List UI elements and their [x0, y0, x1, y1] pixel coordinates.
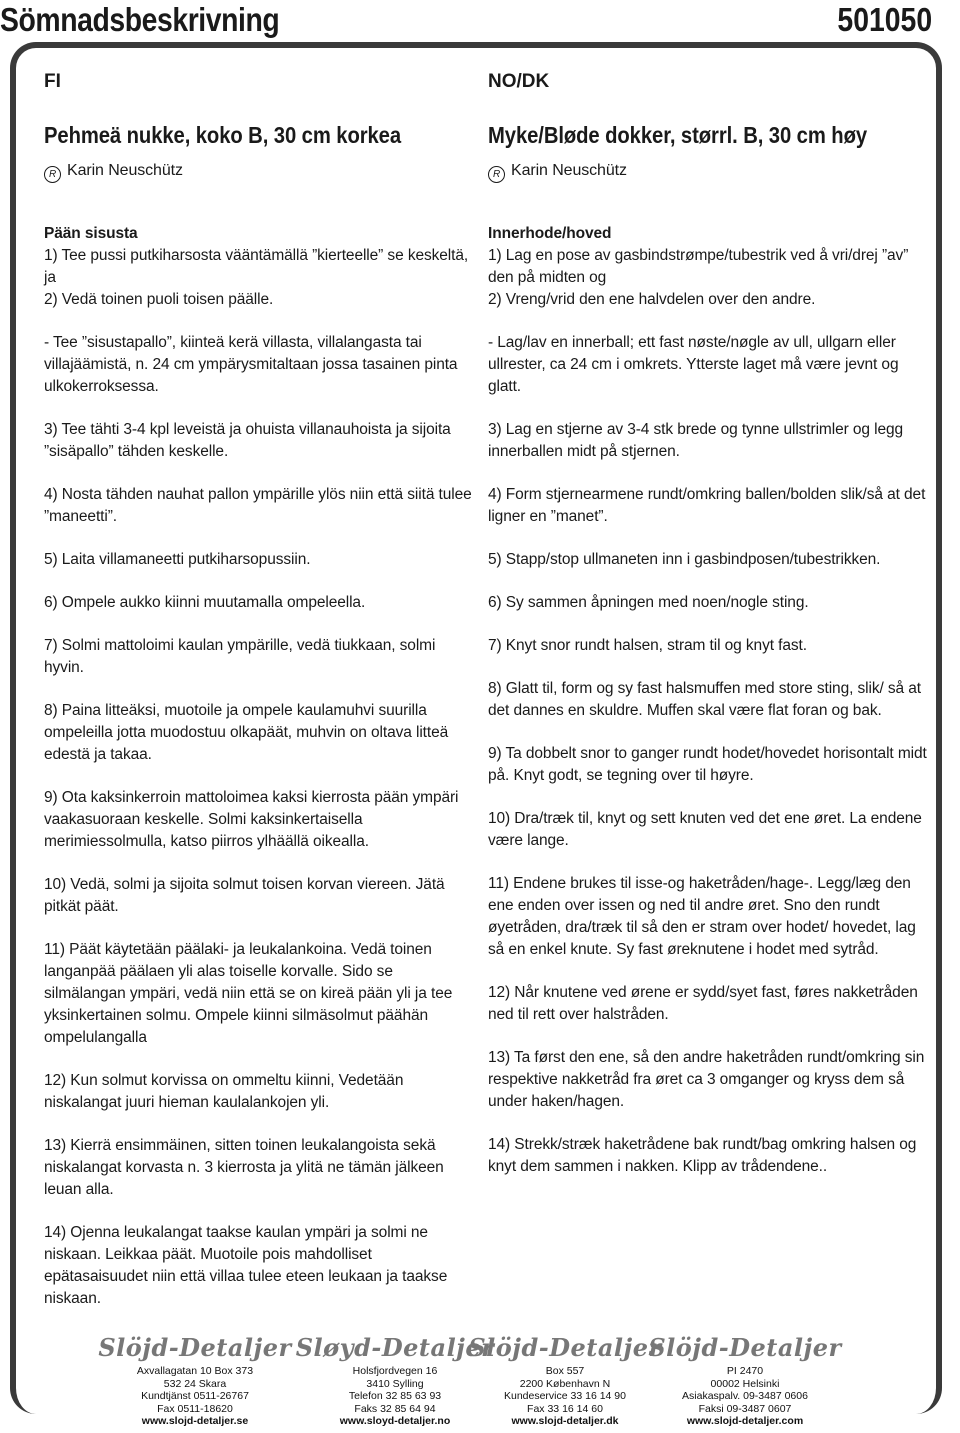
address-line: 3410 Sylling: [366, 1377, 424, 1390]
company-address: [90, 1365, 300, 1428]
step-paragraph: 3) Tee tähti 3-4 kpl leveistä ja ohuista villanauhoista ja sijoita ”sisäpallo” tähden keskelle.: [44, 421, 451, 460]
step-paragraph: - Tee ”sisustapallo”, kiinteä kerä villasta, villalangasta tai villajäämistä, n. 24 cm ympärysmitaltaan jossa tasainen pinta ulkokerroksessa.: [44, 334, 458, 395]
column-fi: [44, 120, 474, 1331]
registered-mark-icon: R: [488, 166, 505, 183]
step-paragraph: 6) Ompele aukko kiinni muutamalla ompeleella.: [44, 594, 366, 611]
registered-mark-icon: R: [44, 166, 61, 183]
step-paragraph: 11) Päät käytetään päälaki- ja leukalankoina. Vedä toinen langanpää päälaen yli alas toiselle korvalle. Sido se silmälangan ympäri, vedä niin että se on kireä pään yli ja tee yksinkertainen solmu. Ompele kiinni silmäsolmut päähän ompelulangalla: [44, 941, 453, 1046]
website-link[interactable]: www.slojd-detaljer.com: [686, 1415, 804, 1427]
address-line: Fax 33 16 14 60: [527, 1402, 603, 1415]
article-number: 501050: [837, 1, 932, 38]
address-line: 532 24 Skara: [163, 1377, 227, 1390]
company-address: [640, 1365, 850, 1428]
instruction-title-fi: Pehmeä nukke, koko B, 30 cm korkea: [44, 122, 402, 148]
website-link[interactable]: www.slojd-detaljer.se: [141, 1415, 249, 1427]
step-paragraph: 4) Form stjernearmene rundt/omkring ballen/bolden slik/så at det ligner en ”manet”.: [488, 486, 926, 525]
language-label-no: NO/DK: [488, 71, 550, 92]
company-logo: Slöjd-Detaljer: [468, 1333, 662, 1362]
step-paragraph: 10) Vedä, solmi ja sijoita solmut toisen korvan viereen. Jätä pitkät päät.: [44, 876, 445, 915]
step-paragraph: 12) Kun solmut korvissa on ommeltu kiinni, Vedetään niskalangat juuri hieman kaulalankojen yli.: [44, 1072, 404, 1111]
step-paragraph: 5) Stapp/stop ullmaneten inn i gasbindposen/tubestrikken.: [488, 551, 881, 568]
website-link[interactable]: www.slojd-detaljer.dk: [511, 1415, 619, 1427]
step-paragraph: 6) Sy sammen åpningen med noen/nogle sting.: [488, 594, 809, 611]
step-paragraph: 13) Kierrä ensimmäinen, sitten toinen leukalangoista sekä niskalangat korvasta n. 3 kierrosta ja ylitä ne tämän jälkeen leuan alla.: [44, 1137, 444, 1198]
step-paragraph: 14) Strekk/stræk haketrådene bak rundt/bag omkring halsen og knyt dem sammen i nakken. Klipp av trådendene..: [488, 1136, 917, 1175]
section-heading-no: Innerhode/hoved: [488, 225, 612, 242]
address-line: Kundeservice 33 16 14 90: [503, 1390, 626, 1402]
step-paragraph: 7) Knyt snor rundt halsen, stram til og knyt fast.: [488, 637, 807, 654]
company-logo: Slöjd-Detaljer: [98, 1333, 292, 1362]
steps-no: [488, 245, 928, 1178]
step-paragraph: 10) Dra/træk til, knyt og sett knuten ved det ene øret. La endene være lange.: [488, 810, 922, 849]
column-no: [488, 120, 928, 1199]
step-paragraph: 8) Glatt til, form og sy fast halsmuffen med store sting, slik/ så at det dannes en skuldre. Muffen skal være flat foran og bak.: [488, 680, 922, 719]
address-line: Asiakaspalv. 09-3487 0606: [682, 1390, 808, 1402]
language-label-fi: FI: [44, 71, 61, 92]
address-line: Holsfjordvegen 16: [352, 1365, 438, 1377]
document-title: Sömnadsbeskrivning: [0, 1, 280, 38]
address-line: Axvallagatan 10 Box 373: [136, 1365, 254, 1377]
page-header: [0, 0, 960, 40]
company-logo: Slöjd-Detaljer: [648, 1333, 842, 1362]
address-line: 2200 København N: [519, 1377, 611, 1390]
step-paragraph: 9) Ta dobbelt snor to ganger rundt hodet/hovedet horisontalt midt på. Knyt godt, se tegning over til høyre.: [488, 745, 927, 784]
step-paragraph: 1) Tee pussi putkiharsosta vääntämällä ”kierteelle” se keskeltä, ja 2) Vedä toinen puoli toisen päälle.: [44, 247, 469, 308]
steps-fi: [44, 245, 474, 1310]
author-name: Karin Neuschütz: [511, 162, 627, 179]
address-line: Kundtjänst 0511-26767: [141, 1390, 249, 1402]
step-paragraph: 13) Ta først den ene, så den andre haketråden rundt/omkring sin respektive nakketråd fra øret ca 3 omganger og kryss dem så under haken/hagen.: [488, 1049, 925, 1110]
step-paragraph: 3) Lag en stjerne av 3-4 stk brede og tynne ullstrimler og legg innerballen midt på stjernen.: [488, 421, 904, 460]
footer-contacts: [0, 1334, 960, 1433]
step-paragraph: 5) Laita villamaneetti putkiharsopussiin.: [44, 551, 311, 568]
company-fi: [640, 1334, 850, 1428]
company-dk: [460, 1334, 670, 1428]
step-paragraph: 1) Lag en pose av gasbindstrømpe/tubestrik ved å vri/drej ”av” den på midten og 2) Vreng/vrid den ene halvdelen over den andre.: [488, 247, 909, 308]
step-paragraph: 7) Solmi mattoloimi kaulan ympärille, vedä tiukkaan, solmi hyvin.: [44, 637, 436, 676]
instruction-title-no: Myke/Bløde dokker, størrl. B, 30 cm høy: [488, 122, 868, 148]
address-line: Faks 32 85 64 94: [354, 1402, 436, 1415]
step-paragraph: - Lag/lav en innerball; ett fast nøste/nøgle av ull, ullgarn eller ullrester, ca 24 cm i omkrets. Ytterste laget må være jevnt og glatt.: [488, 334, 899, 395]
step-paragraph: 12) Når knutene ved ørene er sydd/syet fast, føres nakketråden ned til rett over halstråden.: [488, 984, 918, 1023]
company-se: [90, 1334, 300, 1428]
address-line: Faksi 09-3487 0607: [698, 1402, 792, 1415]
website-link[interactable]: www.sloyd-detaljer.no: [339, 1415, 451, 1427]
step-paragraph: 8) Paina litteäksi, muotoile ja ompele kaulamuhvi suurilla ompeleilla jotta muodostuu olkapäät, muhvin on oltava litteä edestä ja takaa.: [44, 702, 449, 763]
step-paragraph: 14) Ojenna leukalangat taakse kaulan ympäri ja solmi ne niskaan. Leikkaa päät. Muotoile pois mahdolliset epätasaisuudet niin että villaa tulee eteen leukaan ja taakse niskaan.: [44, 1224, 448, 1307]
address-line: Box 557: [545, 1365, 585, 1377]
author-fi: [44, 160, 474, 183]
step-paragraph: 11) Endene brukes til isse-og haketråden/hage-. Legg/læg den ene enden over issen og ned til andre øret. Sno den rundt øyetråden, dra/træk til så den er stram over hodet/ hovedet, lag så en enkel knute. Sy fast øreknutene i hodet med sytråd.: [488, 875, 916, 958]
author-no: [488, 160, 928, 183]
company-address: [460, 1365, 670, 1428]
step-paragraph: 4) Nosta tähden nauhat pallon ympärille ylös niin että siitä tulee ”maneetti”.: [44, 486, 472, 525]
step-paragraph: 9) Ota kaksinkerroin mattoloimea kaksi kierrosta pään ympäri vaakasuoraan keskelle. Solmi kaksinkertaisella merimiessolmulla, katso piirros ylhäällä oikealla.: [44, 789, 459, 850]
address-line: 00002 Helsinki: [710, 1377, 780, 1390]
author-name: Karin Neuschütz: [67, 162, 183, 179]
company-logo: Sløyd-Detaljer: [295, 1333, 495, 1362]
address-line: PI 2470: [726, 1365, 764, 1377]
address-line: Telefon 32 85 63 93: [348, 1390, 442, 1402]
address-line: Fax 0511-18620: [157, 1402, 233, 1415]
section-heading-fi: Pään sisusta: [44, 225, 138, 242]
